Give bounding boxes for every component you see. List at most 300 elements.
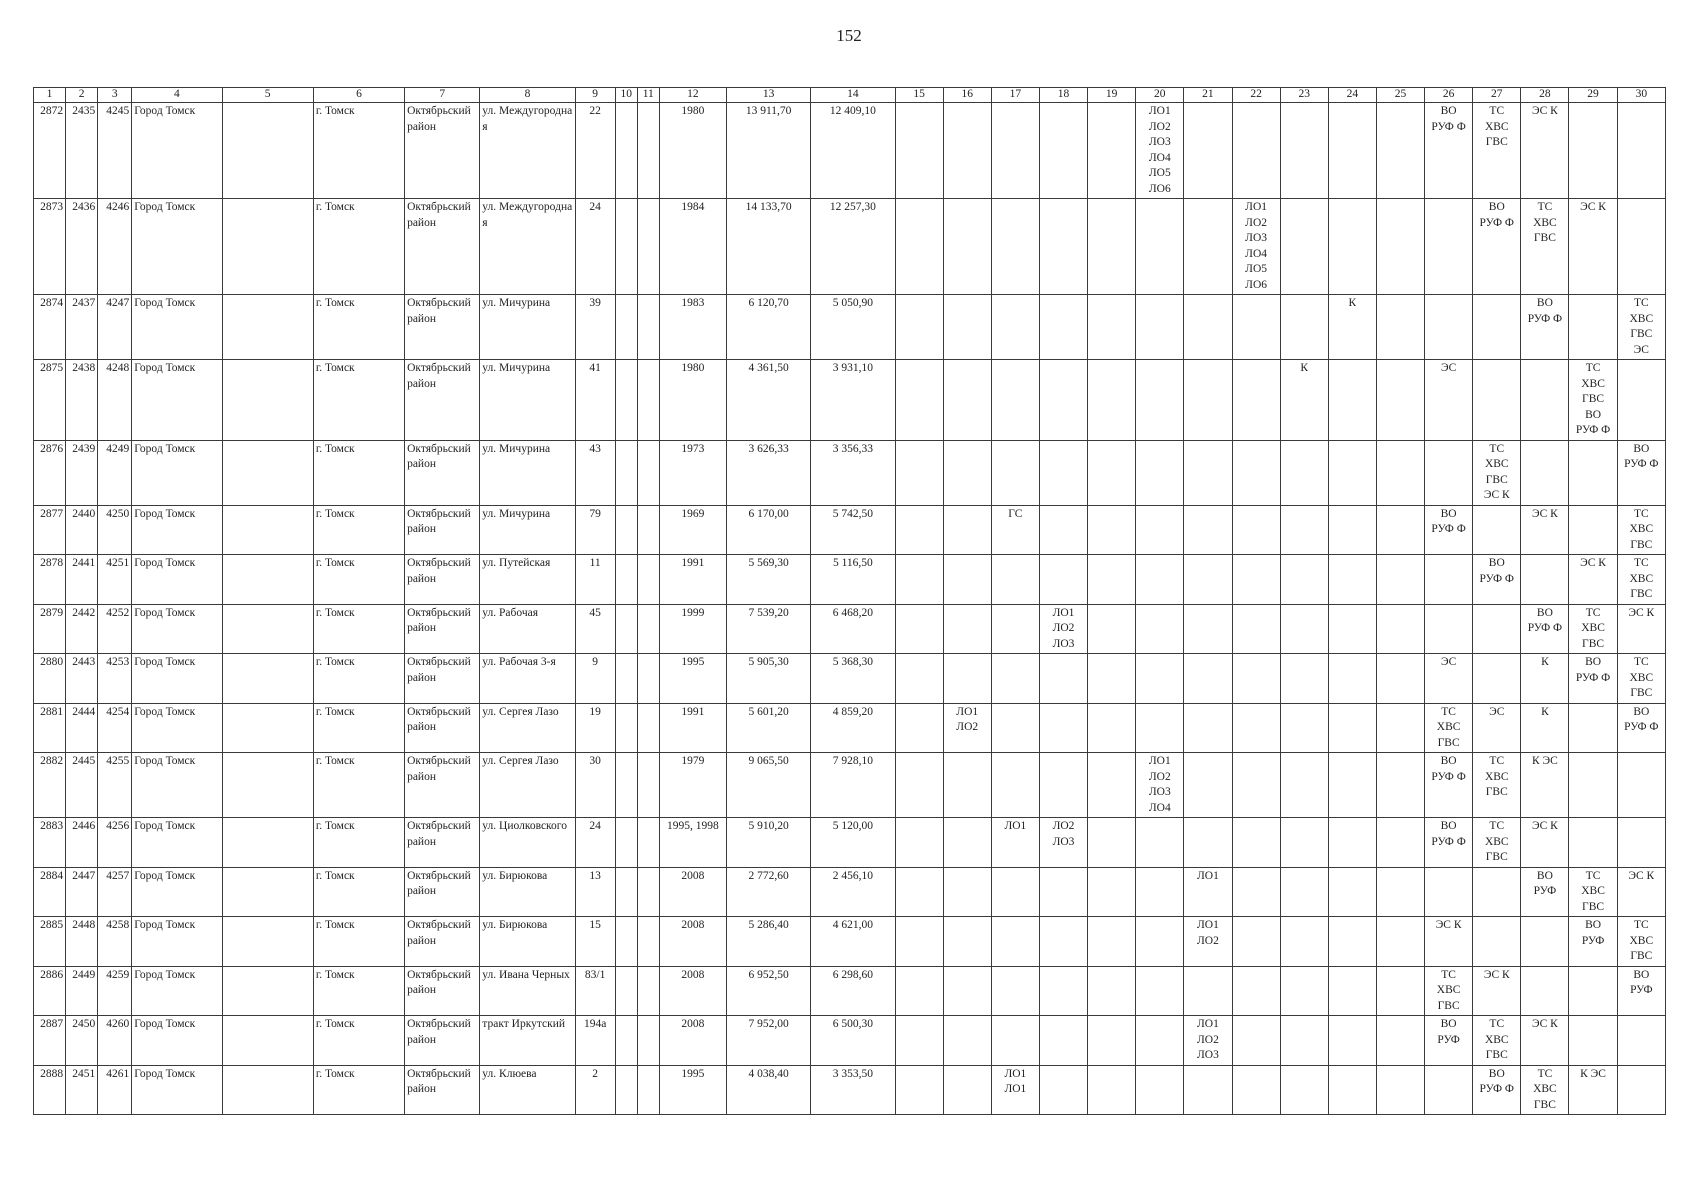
cell-col-16: [943, 654, 991, 704]
cell-col-26: [1425, 555, 1473, 605]
cell-col-18: [1039, 103, 1087, 199]
cell-col-3: 4253: [98, 654, 132, 704]
cell-col-29: ВО РУФ: [1569, 917, 1617, 967]
cell-col-29: ТС ХВС ГВС ВО РУФ Ф: [1569, 360, 1617, 441]
column-header-19: 19: [1088, 88, 1136, 103]
cell-col-10: [615, 917, 637, 967]
cell-col-3: 4256: [98, 818, 132, 868]
cell-col-16: [943, 753, 991, 818]
cell-col-17: [991, 966, 1039, 1016]
cell-col-10: [615, 295, 637, 360]
cell-col-6: г. Томск: [313, 505, 404, 555]
cell-col-8: ул. Мичурина: [480, 505, 575, 555]
cell-col-20: [1136, 604, 1184, 654]
cell-col-2: 2435: [66, 103, 98, 199]
cell-col-22: [1232, 505, 1280, 555]
cell-col-6: г. Томск: [313, 555, 404, 605]
cell-col-18: [1039, 753, 1087, 818]
cell-col-13: 5 569,30: [727, 555, 811, 605]
cell-col-3: 4255: [98, 753, 132, 818]
cell-col-7: Октябрьский район: [405, 604, 480, 654]
cell-col-29: [1569, 703, 1617, 753]
cell-col-24: [1328, 360, 1376, 441]
cell-col-2: 2446: [66, 818, 98, 868]
cell-col-24: [1328, 966, 1376, 1016]
cell-col-7: Октябрьский район: [405, 753, 480, 818]
cell-col-9: 194а: [575, 1016, 615, 1066]
cell-col-10: [615, 966, 637, 1016]
cell-col-3: 4260: [98, 1016, 132, 1066]
cell-col-10: [615, 703, 637, 753]
cell-col-9: 15: [575, 917, 615, 967]
cell-col-9: 19: [575, 703, 615, 753]
cell-col-24: [1328, 103, 1376, 199]
cell-col-1: 2880: [34, 654, 66, 704]
column-header-25: 25: [1376, 88, 1424, 103]
cell-col-8: ул. Мичурина: [480, 360, 575, 441]
page-number: 152: [836, 26, 862, 45]
cell-col-15: [895, 867, 943, 917]
cell-col-17: [991, 295, 1039, 360]
cell-col-18: [1039, 654, 1087, 704]
cell-col-5: [222, 917, 313, 967]
cell-col-9: 83/1: [575, 966, 615, 1016]
cell-col-22: [1232, 1016, 1280, 1066]
cell-col-1: 2873: [34, 199, 66, 295]
cell-col-16: [943, 199, 991, 295]
cell-col-17: [991, 703, 1039, 753]
cell-col-28: К: [1521, 703, 1569, 753]
cell-col-17: [991, 867, 1039, 917]
cell-col-24: [1328, 654, 1376, 704]
cell-col-2: 2451: [66, 1065, 98, 1115]
cell-col-1: 2886: [34, 966, 66, 1016]
table-row: [34, 1016, 1666, 1066]
cell-col-7: Октябрьский район: [405, 103, 480, 199]
column-header-1: 1: [34, 88, 66, 103]
cell-col-12: 2008: [659, 1016, 726, 1066]
column-header-6: 6: [313, 88, 404, 103]
cell-col-15: [895, 295, 943, 360]
cell-col-12: 1973: [659, 440, 726, 505]
cell-col-16: [943, 360, 991, 441]
cell-col-5: [222, 440, 313, 505]
cell-col-28: ВО РУФ: [1521, 867, 1569, 917]
cell-col-3: 4247: [98, 295, 132, 360]
cell-col-10: [615, 818, 637, 868]
cell-col-23: К: [1280, 360, 1328, 441]
cell-col-29: [1569, 966, 1617, 1016]
cell-col-21: [1184, 703, 1232, 753]
cell-col-3: 4250: [98, 505, 132, 555]
cell-col-30: ЭС К: [1617, 604, 1665, 654]
cell-col-4: Город Томск: [132, 199, 222, 295]
cell-col-26: ВО РУФ Ф: [1425, 103, 1473, 199]
cell-col-5: [222, 966, 313, 1016]
cell-col-22: [1232, 440, 1280, 505]
cell-col-2: 2447: [66, 867, 98, 917]
cell-col-7: Октябрьский район: [405, 505, 480, 555]
cell-col-6: г. Томск: [313, 654, 404, 704]
cell-col-4: Город Томск: [132, 703, 222, 753]
cell-col-11: [637, 1016, 659, 1066]
cell-col-11: [637, 103, 659, 199]
cell-col-18: ЛО1 ЛО2 ЛО3: [1039, 604, 1087, 654]
cell-col-26: ЭС: [1425, 654, 1473, 704]
cell-col-4: Город Томск: [132, 1065, 222, 1115]
cell-col-14: 5 368,30: [811, 654, 895, 704]
cell-col-22: [1232, 917, 1280, 967]
cell-col-17: [991, 360, 1039, 441]
cell-col-10: [615, 654, 637, 704]
cell-col-14: 6 500,30: [811, 1016, 895, 1066]
cell-col-4: Город Томск: [132, 555, 222, 605]
cell-col-10: [615, 1065, 637, 1115]
cell-col-28: ЭС К: [1521, 818, 1569, 868]
cell-col-19: [1088, 1065, 1136, 1115]
cell-col-27: [1473, 867, 1521, 917]
cell-col-20: [1136, 555, 1184, 605]
cell-col-5: [222, 1016, 313, 1066]
cell-col-30: [1617, 753, 1665, 818]
cell-col-30: ТС ХВС ГВС: [1617, 555, 1665, 605]
cell-col-17: [991, 1016, 1039, 1066]
cell-col-6: г. Томск: [313, 360, 404, 441]
cell-col-8: ул. Ивана Черных: [480, 966, 575, 1016]
cell-col-26: ТС ХВС ГВС: [1425, 966, 1473, 1016]
cell-col-12: 1983: [659, 295, 726, 360]
cell-col-14: 7 928,10: [811, 753, 895, 818]
cell-col-17: [991, 555, 1039, 605]
cell-col-25: [1376, 199, 1424, 295]
cell-col-25: [1376, 604, 1424, 654]
cell-col-13: 6 170,00: [727, 505, 811, 555]
cell-col-25: [1376, 555, 1424, 605]
cell-col-12: 1979: [659, 753, 726, 818]
cell-col-4: Город Томск: [132, 505, 222, 555]
cell-col-6: г. Томск: [313, 966, 404, 1016]
column-header-13: 13: [727, 88, 811, 103]
cell-col-2: 2448: [66, 917, 98, 967]
cell-col-30: ВО РУФ Ф: [1617, 703, 1665, 753]
cell-col-10: [615, 360, 637, 441]
cell-col-23: [1280, 199, 1328, 295]
cell-col-10: [615, 440, 637, 505]
cell-col-23: [1280, 703, 1328, 753]
cell-col-23: [1280, 917, 1328, 967]
cell-col-24: К: [1328, 295, 1376, 360]
cell-col-28: [1521, 917, 1569, 967]
cell-col-28: ТС ХВС ГВС: [1521, 1065, 1569, 1115]
table-row: [34, 1065, 1666, 1115]
cell-col-22: [1232, 753, 1280, 818]
cell-col-7: Октябрьский район: [405, 199, 480, 295]
cell-col-7: Октябрьский район: [405, 555, 480, 605]
cell-col-7: Октябрьский район: [405, 1016, 480, 1066]
cell-col-27: ЭС: [1473, 703, 1521, 753]
cell-col-7: Октябрьский район: [405, 1065, 480, 1115]
table-row: [34, 199, 1666, 295]
cell-col-1: 2888: [34, 1065, 66, 1115]
cell-col-19: [1088, 654, 1136, 704]
cell-col-23: [1280, 654, 1328, 704]
table-row: [34, 917, 1666, 967]
cell-col-3: 4254: [98, 703, 132, 753]
cell-col-14: 12 257,30: [811, 199, 895, 295]
cell-col-1: 2872: [34, 103, 66, 199]
cell-col-5: [222, 753, 313, 818]
cell-col-28: ЭС К: [1521, 505, 1569, 555]
cell-col-27: [1473, 604, 1521, 654]
cell-col-27: ТС ХВС ГВС ЭС К: [1473, 440, 1521, 505]
cell-col-20: [1136, 818, 1184, 868]
cell-col-27: [1473, 917, 1521, 967]
cell-col-21: [1184, 654, 1232, 704]
cell-col-5: [222, 555, 313, 605]
cell-col-25: [1376, 867, 1424, 917]
cell-col-25: [1376, 966, 1424, 1016]
cell-col-25: [1376, 917, 1424, 967]
column-header-24: 24: [1328, 88, 1376, 103]
cell-col-29: [1569, 295, 1617, 360]
cell-col-30: ТС ХВС ГВС: [1617, 505, 1665, 555]
cell-col-17: ЛО1 ЛО1: [991, 1065, 1039, 1115]
cell-col-13: 9 065,50: [727, 753, 811, 818]
cell-col-8: ул. Рабочая 3-я: [480, 654, 575, 704]
cell-col-25: [1376, 440, 1424, 505]
cell-col-17: [991, 199, 1039, 295]
cell-col-16: ЛО1 ЛО2: [943, 703, 991, 753]
cell-col-23: [1280, 295, 1328, 360]
cell-col-21: [1184, 555, 1232, 605]
cell-col-4: Город Томск: [132, 360, 222, 441]
cell-col-14: 6 468,20: [811, 604, 895, 654]
cell-col-6: г. Томск: [313, 703, 404, 753]
table-body: [34, 103, 1666, 1115]
cell-col-11: [637, 867, 659, 917]
cell-col-30: [1617, 818, 1665, 868]
cell-col-11: [637, 917, 659, 967]
cell-col-23: [1280, 818, 1328, 868]
cell-col-25: [1376, 703, 1424, 753]
cell-col-7: Октябрьский район: [405, 818, 480, 868]
cell-col-9: 24: [575, 199, 615, 295]
cell-col-19: [1088, 505, 1136, 555]
cell-col-4: Город Томск: [132, 440, 222, 505]
cell-col-8: ул. Междугородная: [480, 199, 575, 295]
cell-col-28: ЭС К: [1521, 1016, 1569, 1066]
cell-col-20: [1136, 1065, 1184, 1115]
cell-col-11: [637, 703, 659, 753]
cell-col-27: ТС ХВС ГВС: [1473, 1016, 1521, 1066]
cell-col-25: [1376, 753, 1424, 818]
cell-col-9: 11: [575, 555, 615, 605]
cell-col-11: [637, 295, 659, 360]
cell-col-19: [1088, 295, 1136, 360]
cell-col-29: ТС ХВС ГВС: [1569, 604, 1617, 654]
cell-col-30: ВО РУФ: [1617, 966, 1665, 1016]
cell-col-29: [1569, 753, 1617, 818]
cell-col-23: [1280, 867, 1328, 917]
cell-col-16: [943, 917, 991, 967]
cell-col-9: 13: [575, 867, 615, 917]
cell-col-3: 4245: [98, 103, 132, 199]
cell-col-19: [1088, 440, 1136, 505]
cell-col-25: [1376, 295, 1424, 360]
column-header-2: 2: [66, 88, 98, 103]
cell-col-10: [615, 1016, 637, 1066]
cell-col-5: [222, 295, 313, 360]
cell-col-8: тракт Иркутский: [480, 1016, 575, 1066]
cell-col-16: [943, 1016, 991, 1066]
cell-col-15: [895, 199, 943, 295]
table-row: [34, 555, 1666, 605]
cell-col-2: 2444: [66, 703, 98, 753]
cell-col-30: ТС ХВС ГВС: [1617, 654, 1665, 704]
cell-col-24: [1328, 1016, 1376, 1066]
cell-col-23: [1280, 1065, 1328, 1115]
cell-col-27: ЭС К: [1473, 966, 1521, 1016]
cell-col-2: 2437: [66, 295, 98, 360]
cell-col-12: 1969: [659, 505, 726, 555]
cell-col-8: ул. Бирюкова: [480, 917, 575, 967]
cell-col-23: [1280, 103, 1328, 199]
cell-col-8: ул. Путейская: [480, 555, 575, 605]
cell-col-11: [637, 1065, 659, 1115]
cell-col-18: [1039, 1016, 1087, 1066]
cell-col-1: 2879: [34, 604, 66, 654]
cell-col-15: [895, 818, 943, 868]
table-row: [34, 867, 1666, 917]
cell-col-19: [1088, 867, 1136, 917]
cell-col-3: 4246: [98, 199, 132, 295]
cell-col-7: Октябрьский район: [405, 867, 480, 917]
cell-col-21: ЛО1: [1184, 867, 1232, 917]
cell-col-4: Город Томск: [132, 966, 222, 1016]
cell-col-3: 4259: [98, 966, 132, 1016]
cell-col-29: [1569, 440, 1617, 505]
cell-col-26: ВО РУФ Ф: [1425, 505, 1473, 555]
cell-col-7: Октябрьский район: [405, 360, 480, 441]
cell-col-24: [1328, 703, 1376, 753]
cell-col-3: 4249: [98, 440, 132, 505]
cell-col-18: [1039, 703, 1087, 753]
cell-col-21: [1184, 604, 1232, 654]
cell-col-1: 2875: [34, 360, 66, 441]
cell-col-9: 39: [575, 295, 615, 360]
cell-col-19: [1088, 103, 1136, 199]
cell-col-9: 41: [575, 360, 615, 441]
cell-col-4: Город Томск: [132, 867, 222, 917]
cell-col-1: 2887: [34, 1016, 66, 1066]
column-header-17: 17: [991, 88, 1039, 103]
cell-col-30: ТС ХВС ГВС: [1617, 917, 1665, 967]
cell-col-26: ЭС К: [1425, 917, 1473, 967]
cell-col-15: [895, 966, 943, 1016]
cell-col-6: г. Томск: [313, 1065, 404, 1115]
cell-col-15: [895, 654, 943, 704]
cell-col-3: 4248: [98, 360, 132, 441]
cell-col-11: [637, 440, 659, 505]
cell-col-1: 2884: [34, 867, 66, 917]
cell-col-16: [943, 555, 991, 605]
cell-col-10: [615, 505, 637, 555]
cell-col-6: г. Томск: [313, 103, 404, 199]
cell-col-29: [1569, 1016, 1617, 1066]
cell-col-27: [1473, 360, 1521, 441]
cell-col-26: [1425, 199, 1473, 295]
column-header-18: 18: [1039, 88, 1087, 103]
cell-col-21: [1184, 440, 1232, 505]
cell-col-24: [1328, 505, 1376, 555]
cell-col-21: ЛО1 ЛО2: [1184, 917, 1232, 967]
cell-col-18: [1039, 440, 1087, 505]
cell-col-20: [1136, 295, 1184, 360]
cell-col-17: [991, 917, 1039, 967]
cell-col-15: [895, 555, 943, 605]
cell-col-9: 43: [575, 440, 615, 505]
cell-col-12: 2008: [659, 917, 726, 967]
cell-col-14: 3 356,33: [811, 440, 895, 505]
cell-col-22: [1232, 654, 1280, 704]
cell-col-12: 1999: [659, 604, 726, 654]
cell-col-6: г. Томск: [313, 440, 404, 505]
cell-col-10: [615, 753, 637, 818]
cell-col-19: [1088, 917, 1136, 967]
cell-col-26: [1425, 295, 1473, 360]
column-header-30: 30: [1617, 88, 1665, 103]
cell-col-3: 4251: [98, 555, 132, 605]
column-header-8: 8: [480, 88, 575, 103]
cell-col-2: 2440: [66, 505, 98, 555]
cell-col-12: 1995: [659, 1065, 726, 1115]
cell-col-21: ЛО1 ЛО2 ЛО3: [1184, 1016, 1232, 1066]
cell-col-16: [943, 818, 991, 868]
cell-col-12: 1995: [659, 654, 726, 704]
cell-col-13: 14 133,70: [727, 199, 811, 295]
cell-col-26: ВО РУФ: [1425, 1016, 1473, 1066]
cell-col-17: [991, 103, 1039, 199]
cell-col-21: [1184, 199, 1232, 295]
cell-col-16: [943, 103, 991, 199]
cell-col-21: [1184, 360, 1232, 441]
column-header-21: 21: [1184, 88, 1232, 103]
cell-col-25: [1376, 818, 1424, 868]
cell-col-30: ВО РУФ Ф: [1617, 440, 1665, 505]
cell-col-6: г. Томск: [313, 199, 404, 295]
cell-col-20: [1136, 654, 1184, 704]
cell-col-7: Октябрьский район: [405, 295, 480, 360]
cell-col-3: 4261: [98, 1065, 132, 1115]
cell-col-8: ул. Клюева: [480, 1065, 575, 1115]
cell-col-30: [1617, 199, 1665, 295]
cell-col-27: ТС ХВС ГВС: [1473, 753, 1521, 818]
cell-col-9: 24: [575, 818, 615, 868]
column-header-26: 26: [1425, 88, 1473, 103]
cell-col-8: ул. Сергея Лазо: [480, 753, 575, 818]
cell-col-23: [1280, 555, 1328, 605]
cell-col-3: 4258: [98, 917, 132, 967]
cell-col-27: [1473, 654, 1521, 704]
cell-col-18: [1039, 966, 1087, 1016]
cell-col-15: [895, 360, 943, 441]
cell-col-8: ул. Бирюкова: [480, 867, 575, 917]
cell-col-30: [1617, 1065, 1665, 1115]
cell-col-14: 4 621,00: [811, 917, 895, 967]
cell-col-16: [943, 505, 991, 555]
cell-col-20: [1136, 917, 1184, 967]
cell-col-13: 5 601,20: [727, 703, 811, 753]
